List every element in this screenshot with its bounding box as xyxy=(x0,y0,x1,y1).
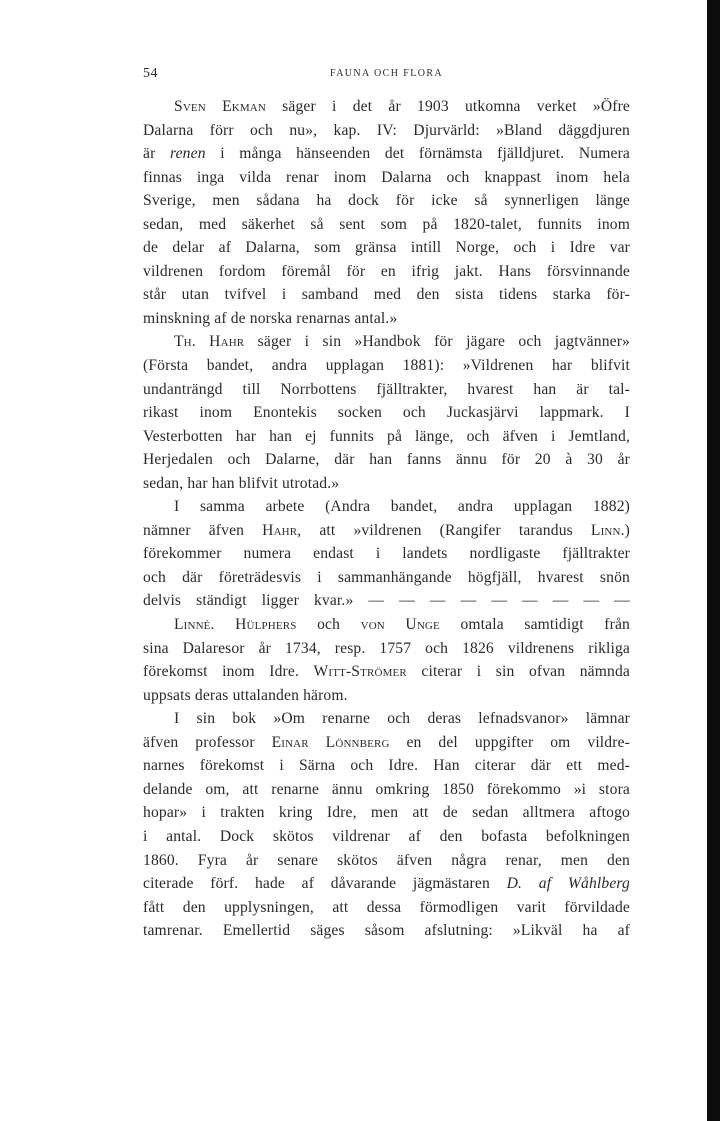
author-name: von Unge xyxy=(360,616,440,634)
text-line xyxy=(143,707,630,731)
text-segment: citerade förf. hade af dåvarande jägmästaren xyxy=(143,875,507,893)
text-segment: delande om, att renarne ännu omkring 1850 förekommo »i stora xyxy=(143,780,630,798)
text-line xyxy=(143,283,630,307)
text-line xyxy=(143,236,630,260)
text-segment: hopar» i trakten kring Idre, men att de sedan alltmera aftogo xyxy=(143,804,630,822)
text-segment: i antal. Dock skötos vildrenar af den bofasta befolkningen xyxy=(143,827,630,845)
text-line xyxy=(143,330,630,354)
text-line xyxy=(143,566,630,590)
text-segment: en del uppgifter om vildre- xyxy=(389,733,630,751)
author-name: Th. Hahr xyxy=(174,333,245,351)
italic-term: D. af Wåhlberg xyxy=(506,875,630,893)
text-line xyxy=(143,637,630,661)
text-segment: är xyxy=(143,145,170,163)
text-line xyxy=(143,166,630,190)
text-line xyxy=(143,849,630,873)
italic-term: renen xyxy=(169,145,206,163)
text-line xyxy=(143,684,630,708)
text-line xyxy=(143,519,630,543)
text-line xyxy=(143,872,630,896)
text-line xyxy=(143,378,630,402)
text-segment: säger i det år 1903 utkomna verket »Öfre xyxy=(265,98,630,115)
text-segment: säger i sin »Handbok för jägare och jagtvänner» xyxy=(244,333,630,351)
body-text xyxy=(143,95,630,943)
text-segment: delvis ständigt ligger kvar.» — — — — — — — — — xyxy=(143,592,630,610)
text-line xyxy=(143,260,630,284)
author-name: Einar Lönnberg xyxy=(271,733,390,751)
text-line xyxy=(143,919,630,943)
text-segment: minskning af de norska renarnas antal.» xyxy=(143,309,398,327)
text-segment: tamrenar. Emellertid säges såsom afslutning: »Likväl ha af xyxy=(143,922,630,940)
text-segment: sina Dalaresor år 1734, resp. 1757 och 1826 vildrenens rikliga xyxy=(143,639,630,657)
text-line xyxy=(143,142,630,166)
text-line xyxy=(143,425,630,449)
text-segment: förekommer numera endast i landets nordligaste fjälltrakter xyxy=(143,545,630,563)
text-line xyxy=(143,801,630,825)
text-line xyxy=(143,754,630,778)
text-segment: i många hänseenden det förnämsta fjälldjuret. Numera xyxy=(205,145,630,163)
author-name: Linné. Hülphers xyxy=(174,616,297,634)
text-line xyxy=(143,119,630,143)
text-segment: och där företrädesvis i sammanhängande högfjäll, hvarest snön xyxy=(143,568,630,586)
text-segment: undanträngd till Norrbottens fjälltrakter, hvarest han är tal- xyxy=(143,380,630,398)
text-line xyxy=(143,448,630,472)
text-line xyxy=(143,401,630,425)
text-segment: I sin bok »Om renarne och deras lefnadsvanor» lämnar xyxy=(174,710,630,728)
author-name: Sven Ekman xyxy=(174,98,266,115)
text-line xyxy=(143,495,630,519)
text-line xyxy=(143,307,630,331)
scan-border xyxy=(707,0,720,1121)
text-segment: rikast inom Enontekis socken och Juckasjärvi lappmark. I xyxy=(143,404,630,422)
text-segment: uppsats deras uttalanden härom. xyxy=(143,686,348,704)
author-name: Linn. xyxy=(590,521,625,539)
text-line xyxy=(143,825,630,849)
text-line xyxy=(143,896,630,920)
text-segment: 1860. Fyra år senare skötos äfven några renar, men den xyxy=(143,851,630,869)
text-line xyxy=(143,472,630,496)
text-segment: de delar af Dalarna, som gränsa intill Norge, och i Idre var xyxy=(143,239,630,257)
text-segment: Dalarna förr och nu», kap. IV: Djurvärld: »Bland däggdjuren xyxy=(143,121,630,139)
running-title: FAUNA OCH FLORA xyxy=(329,68,444,79)
text-segment: omtala samtidigt från xyxy=(439,616,630,634)
text-segment: sedan, med säkerhet så sent som på 1820-talet, funnits inom xyxy=(143,215,630,233)
running-head xyxy=(143,66,630,86)
text-segment: I samma arbete (Andra bandet, andra upplagan 1882) xyxy=(174,498,630,516)
text-line xyxy=(143,660,630,684)
text-line xyxy=(143,542,630,566)
text-line xyxy=(143,189,630,213)
text-segment: står utan tvifvel i samband med den sista tidens starka för- xyxy=(143,286,630,304)
text-segment: Herjedalen och Dalarne, där han fanns ännu för 20 à 30 år xyxy=(143,451,630,469)
text-segment: , att »vildrenen (Rangifer tarandus xyxy=(297,521,591,539)
text-line xyxy=(143,354,630,378)
page-number: 54 xyxy=(143,66,158,81)
text-line xyxy=(143,731,630,755)
text-segment: Sverige, men sådana ha dock för icke så synnerligen länge xyxy=(143,192,630,210)
text-line xyxy=(143,589,630,613)
text-segment: Vesterbotten har han ej funnits på länge, och äfven i Jemtland, xyxy=(143,427,630,445)
text-segment: narnes förekomst i Särna och Idre. Han citerar där ett med- xyxy=(143,757,630,775)
text-segment: fått den upplysningen, att dessa förmodligen varit förvildade xyxy=(143,898,630,916)
text-line xyxy=(143,213,630,237)
text-segment: nämner äfven xyxy=(143,521,263,539)
text-line xyxy=(143,613,630,637)
text-segment: (Första bandet, andra upplagan 1881): »Vildrenen har blifvit xyxy=(143,357,630,375)
text-line xyxy=(143,778,630,802)
text-line xyxy=(143,95,630,119)
author-name: Witt-Strömer xyxy=(313,663,407,681)
text-segment: citerar i sin ofvan nämnda xyxy=(406,663,630,681)
text-segment: vildrenen fordom föremål för en ifrig jakt. Hans försvinnande xyxy=(143,262,630,280)
text-segment: finnas inga vilda renar inom Dalarna och knappast inom hela xyxy=(143,168,630,186)
text-segment: förekomst inom Idre. xyxy=(143,663,314,681)
text-segment: äfven professor xyxy=(143,733,272,751)
text-segment: och xyxy=(296,616,361,634)
text-segment: sedan, har han blifvit utrotad.» xyxy=(143,474,340,492)
text-segment: ) xyxy=(624,521,630,539)
author-name: Hahr xyxy=(262,521,298,539)
